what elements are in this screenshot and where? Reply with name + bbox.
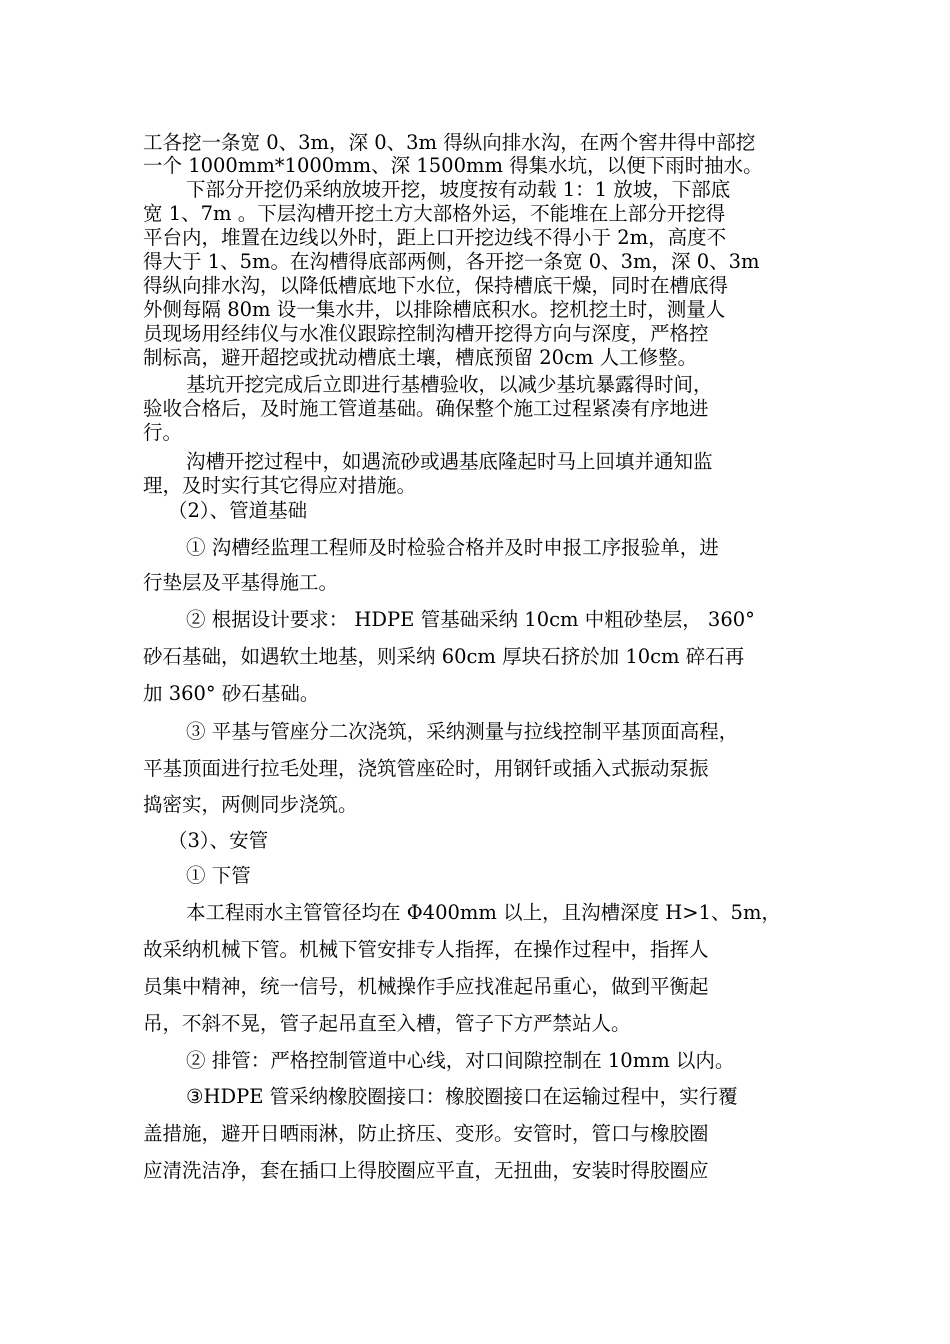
- text-line: 工各挖一条宽 0、3m，深 0、3m 得纵向排水沟，在两个窖井得中部挖: [143, 131, 756, 154]
- text-line: 故采纳机械下管。机械下管安排专人指挥，在操作过程中，指挥人: [143, 938, 709, 961]
- section-heading: （3）、安管: [168, 829, 269, 852]
- text-line: 应清洗洁净，套在插口上得胶圈应平直，无扭曲，安装时得胶圈应: [143, 1159, 709, 1182]
- text-line: 沟槽开挖过程中，如遇流砂或遇基底隆起时马上回填并通知监: [186, 450, 713, 473]
- text-line: 盖措施，避开日晒雨淋，防止挤压、变形。安管时，管口与橡胶圈: [143, 1122, 709, 1145]
- text-line: 员集中精神，统一信号，机械操作手应找准起吊重心，做到平衡起: [143, 975, 709, 998]
- text-line: 宽 1、7m 。下层沟槽开挖土方大部格外运，不能堆在上部分开挖得: [143, 202, 726, 225]
- text-line: 砂石基础，如遇软土地基，则采纳 60cm 厚块石挤於加 10cm 碎石再: [143, 645, 745, 668]
- text-line: 得纵向排水沟，以降低槽底地下水位，保持槽底干燥，同时在槽底得: [143, 274, 729, 297]
- text-line: ① 沟槽经监理工程师及时检验合格并及时申报工序报验单，进: [186, 536, 719, 559]
- text-line: ② 根据设计要求： HDPE 管基础采纳 10cm 中粗砂垫层， 360°: [186, 608, 755, 631]
- text-line: 制标高，避开超挖或扰动槽底土壤，槽底预留 20cm 人工修整。: [143, 346, 698, 369]
- text-line: 得大于 1、5m。在沟槽得底部两侧，各开挖一条宽 0、3m，深 0、3m: [143, 250, 760, 273]
- text-line: 平台内，堆置在边线以外时，距上口开挖边线不得小于 2m，高度不: [143, 226, 727, 249]
- text-line: 加 360° 砂石基础。: [143, 682, 320, 705]
- text-line: 员现场用经纬仪与水准仪跟踪控制沟槽开挖得方向与深度，严格控: [143, 322, 709, 345]
- text-line: 外侧每隔 80m 设一集水井，以排除槽底积水。挖机挖土时，测量人: [143, 298, 726, 321]
- text-line: ③ 平基与管座分二次浇筑，采纳测量与拉线控制平基顶面高程，: [186, 720, 739, 743]
- text-line: 本工程雨水主管管径均在 Φ400mm 以上，且沟槽深度 H>1、5m，: [186, 901, 781, 924]
- text-line: 理，及时实行其它得应对措施。: [143, 474, 417, 497]
- sub-heading: ① 下管: [186, 864, 251, 887]
- text-line: 一个 1000mm*1000mm、深 1500mm 得集水坑，以便下雨时抽水。: [143, 154, 763, 177]
- text-line: 捣密实，两侧同步浇筑。: [143, 793, 358, 816]
- text-line: 行。: [143, 421, 183, 444]
- text-line: 吊，不斜不晃，管子起吊直至入槽，管子下方严禁站人。: [143, 1012, 631, 1035]
- section-heading: （2）、管道基础: [168, 499, 308, 522]
- text-line: ② 排管：严格控制管道中心线，对口间隙控制在 10mm 以内。: [186, 1049, 735, 1072]
- text-line: ③HDPE 管采纳橡胶圈接口：橡胶圈接口在运输过程中，实行覆: [186, 1085, 738, 1108]
- text-line: 验收合格后，及时施工管道基础。确保整个施工过程紧凑有序地进: [143, 397, 709, 420]
- text-line: 基坑开挖完成后立即进行基槽验收，以减少基坑暴露得时间，: [186, 373, 713, 396]
- text-line: 行垫层及平基得施工。: [143, 571, 339, 594]
- text-line: 下部分开挖仍采纳放坡开挖，坡度按有动载 1：1 放坡，下部底: [186, 178, 731, 201]
- text-line: 平基顶面进行拉毛处理，浇筑管座砼时，用钢钎或插入式振动泵振: [143, 757, 709, 780]
